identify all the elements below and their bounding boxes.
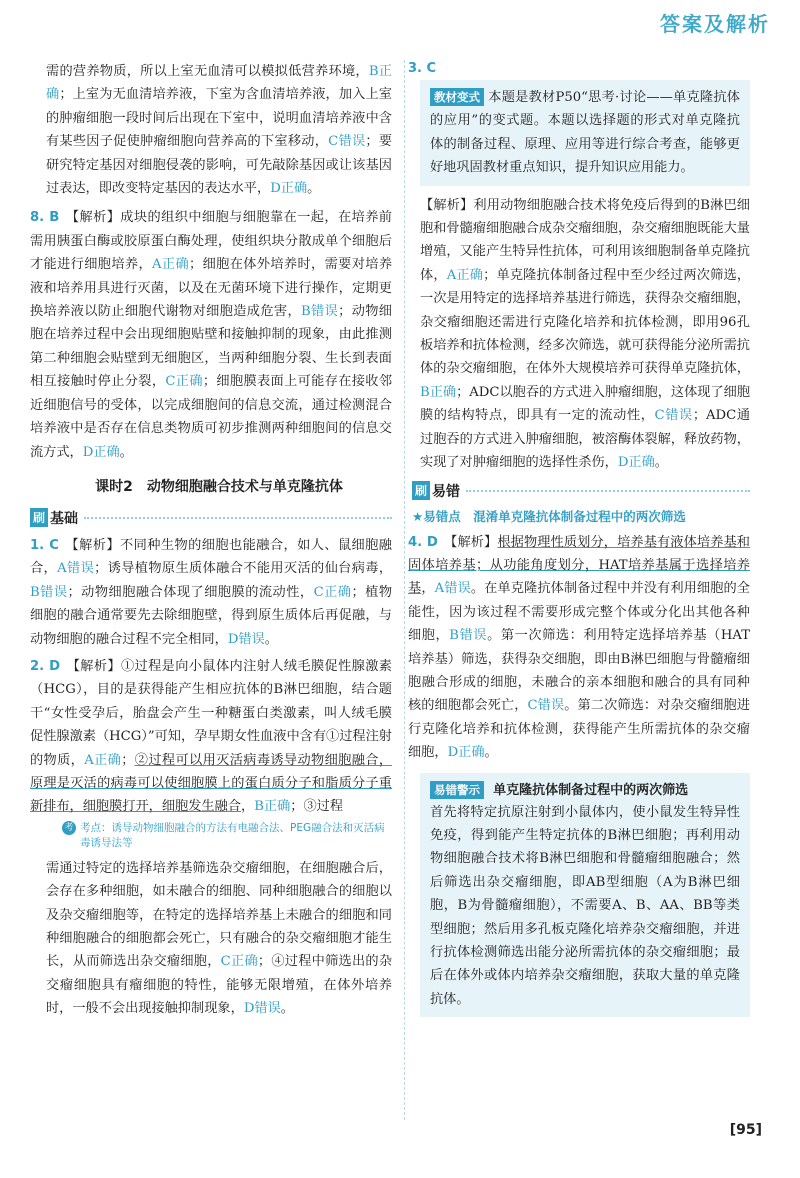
exam-point-text: 考点：诱导动物细胞融合的方法有电融合法、PEG融合法和灭活病毒诱导法等 [80,821,385,849]
section-basic-bar [30,508,392,528]
text: ；植物细胞的融合通常要先去除细胞壁，得到原生质体后再促融，与动物细胞的融合过程不完全相同， [30,584,393,647]
answer-2-continued [46,857,392,1021]
error-warning-text: 首先将特定抗原注射到小鼠体内，使小鼠发生特异性免疫，得到能产生特定抗体的B淋巴细胞；再利用动物细胞融合技术将B淋巴细胞和骨髓瘤细胞融合；然后筛选出杂交瘤细胞，即AB型细胞（A为B淋巴细胞，B为骨髓瘤细胞），不需要A、B、AA、BB等类型细胞；然后用多孔板克隆化培养杂交瘤细胞，并进行抗体检测筛选出能分泌所需抗体的杂交瘤细胞；最后在体外或体内培养杂交瘤细胞，获取大量的单克隆抗体。 [430,804,740,1007]
text: 。在单克隆抗体制备过程中并没有利用细胞的全能性，因为该过程不需要形成完整个体或分化出其他各种细胞， [408,581,751,644]
question-number: 4. D [408,534,438,550]
text: 【解析】成块的组织中细胞与细胞靠在一起，在培养前需用胰蛋白酶或胶原蛋白酶处理，使组织块分散成单个细胞后才能进行细胞培养， [30,210,392,273]
answer-3 [420,194,750,475]
exam-point-note [62,821,392,851]
option-verdict: B正确 [254,799,291,815]
text: 【解析】不同种生物的细胞也能融合，如人、鼠细胞融合， [30,537,392,577]
header-band [0,0,800,38]
page-number: [95] [729,1122,762,1138]
answer-4 [408,531,750,765]
option-verdict: B正确 [420,384,457,400]
section-label: 易错 [432,483,461,500]
option-verdict: A正确 [446,267,484,283]
text: 【解析】利用动物细胞融合技术将免疫后得到的B淋巴细胞和骨髓瘤细胞融合成杂交瘤细胞，杂交瘤细胞既能大量增殖，又能产生特异性抗体，可利用该细胞制备单克隆抗体， [420,197,750,283]
section-error-bar [412,481,750,501]
error-point-title: ★易错点 混淆单克隆抗体制备过程中的两次筛选 [412,508,686,524]
option-verdict: A正确 [84,752,122,768]
option-verdict: D正确 [447,745,485,761]
lesson-title: 课时2 动物细胞融合技术与单克隆抗体 [95,478,343,495]
exam-point-icon: 考 [62,821,76,835]
error-warning-header [430,779,740,799]
text: 【解析】①过程是向小鼠体内注射人绒毛膜促性腺激素（HCG），目的是获得能产生相应抗体的B淋巴细胞，结合题干“女性受孕后，胎盘会产生一种糖蛋白类激素，叫人绒毛膜促性腺激素（HCG）”可知，孕早期女性血液中含有①过程注射的物质， [30,658,392,768]
text: ；诱导植物原生质体融合不能用灭活的仙台病毒， [94,561,393,577]
left-column [30,60,393,1021]
section-dotted-line [466,490,750,492]
section-title: 答案及解析 [660,12,770,36]
text: ；④过程中筛选出的杂交瘤细胞具有瘤细胞的特性，能够无限增殖，在体外培养时，一般不会出现接触抑制现象， [46,954,393,1017]
textbook-variant-tag: 教材变式 [430,88,484,106]
text: 。 [119,444,133,460]
text: 。 [264,631,278,647]
option-verdict: B正确 [46,64,392,103]
question-number: 8. B [30,210,60,226]
text: 本题是教材P50“思考·讨论——单克隆抗体的应用”的变式题。本题以选择题的形式对单克隆抗体的制备过程、原理、应用等进行综合考查，能够更好地巩固教材重点知识，提升知识应用能力。 [430,90,740,176]
text: 。 [654,455,668,471]
answer-1 [30,534,392,651]
text: ；③过程 [290,799,344,815]
option-verdict: D正确 [270,181,308,197]
text: 。 [280,1001,294,1017]
answer-8 [30,206,392,463]
text: ；ADC以胞吞的方式进入肿瘤细胞，这体现了细胞膜的结构特点，即具有一定的流动性， [420,384,751,424]
option-verdict: D正确 [82,444,120,460]
error-warning-box [420,773,750,1018]
textbook-variant-box [420,80,750,186]
underlined-text: ②过程可以用灭活病毒诱导动物细胞融合，原理是灭活的病毒可以使细胞膜上的蛋白质分子和脂质分子重新排布，细胞膜打开，细胞发生融合 [30,752,393,815]
option-verdict: C错误 [527,698,565,714]
text: ， [421,581,435,597]
option-verdict: B错误 [301,304,339,320]
option-verdict: D错误 [227,631,265,647]
section-badge: 刷 [412,481,430,500]
text: ；动物细胞在培养过程中会出现细胞贴壁和接触抑制的现象，由此推测第二种细胞会贴壁到无细胞区，当两种细胞分裂、生长到表面相互接触时停止分裂， [30,304,392,390]
option-verdict: C正确 [220,954,258,970]
text: ；细胞在体外培养时，需要对培养液和培养用具进行灭菌，以及在无菌环境下进行操作，定期更换培养液以防止细胞代谢物对细胞造成危害， [30,257,393,320]
question-number: 1. C [30,537,59,553]
option-verdict: C正确 [313,584,352,600]
option-verdict: A正确 [152,257,190,273]
option-verdict: A错误 [434,581,471,597]
text: 。第二次筛选：对杂交瘤细胞进行克隆化培养和抗体检测，获得能产生所需抗体的杂交瘤细胞， [408,698,751,761]
text: ；动物细胞融合体现了细胞膜的流动性， [67,584,314,600]
text: 需通过特定的选择培养基筛选杂交瘤细胞，在细胞融合后，会存在多种细胞，如未融合的细胞、同种细胞融合的细胞以及杂交瘤细胞等，在特定的选择培养基上未融合的细胞和同种细胞融合的细胞都会死亡，只有融合的杂交瘤细胞才能生长，从而筛选出杂交瘤细胞， [46,860,392,970]
text: 【解析】 [444,534,498,550]
section-dotted-line [84,517,392,519]
section-badge: 刷 [30,508,48,527]
section-label: 基础 [50,510,79,527]
text: ；细胞膜表面上可能存在接收邻近细胞信号的受体，以完成细胞间的信息交流，通过检测混合培养液中是否存在信息类物质可初步推测两种细胞间的信息交流方式， [30,374,393,460]
error-warning-tag: 易错警示 [430,781,484,799]
text: 。 [307,181,321,197]
option-verdict: C错误 [328,134,366,150]
column-divider [404,60,405,1120]
continued-paragraph [46,60,392,200]
textbook-variant-text [430,86,740,180]
text: 需的营养物质，所以上室无血清可以模拟低营养环境， [46,64,369,79]
text: ， [241,799,255,815]
text: ；要研究特定基因对细胞侵袭的影响，可先敲除基因或让该基因过表达，即改变特定基因的表达水平， [46,134,393,197]
question-number: 2. D [30,658,61,674]
option-verdict: C正确 [165,374,203,390]
question-number: 3. C [408,61,437,76]
underlined-text: 根据物理性质划分，培养基有液体培养基和固体培养基；从功能角度划分，HAT培养基属于选择培养基 [408,534,750,597]
option-verdict: A错误 [57,561,95,577]
answer-2 [30,655,392,819]
text: ；ADC通过胞吞的方式进入肿瘤细胞，被溶酶体裂解，释放药物，实现了对肿瘤细胞的选择性杀伤， [420,408,751,471]
text: 。 [484,745,498,761]
right-column [408,60,751,1025]
error-warning-title: 单克隆抗体制备过程中的两次筛选 [493,782,689,798]
option-verdict: B错误 [449,628,488,644]
option-verdict: C错误 [654,408,693,424]
text: 。第一次筛选：利用特定选择培养基（HAT培养基）筛选，获得杂交细胞，即由B淋巴细胞与骨髓瘤细胞融合形成的细胞，未融合的亲本细胞和融合的具有同种核的细胞都会死亡， [408,628,751,714]
text: ；上室为无血清培养液，下室为含血清培养液，加入上室的肿瘤细胞一段时间后出现在下室中，说明血清培养液中含有某些因子促使肿瘤细胞向营养高的下室移动， [46,87,392,150]
option-verdict: B错误 [30,584,68,600]
option-verdict: D正确 [617,455,655,471]
page-number-value: 95 [736,1122,756,1138]
text: ； [121,752,135,768]
option-verdict: D错误 [243,1001,281,1017]
text: ；单克隆抗体制备过程中至少经过两次筛选，一次是用特定的选择培养基进行筛选，获得杂交瘤细胞，杂交瘤细胞还需进行克隆化培养和抗体检测，即用96孔板培养和抗体检测，经多次筛选，就可获得能分泌所需抗体的杂交瘤细胞，在体外大规模培养可获得单克隆抗体， [420,267,751,377]
